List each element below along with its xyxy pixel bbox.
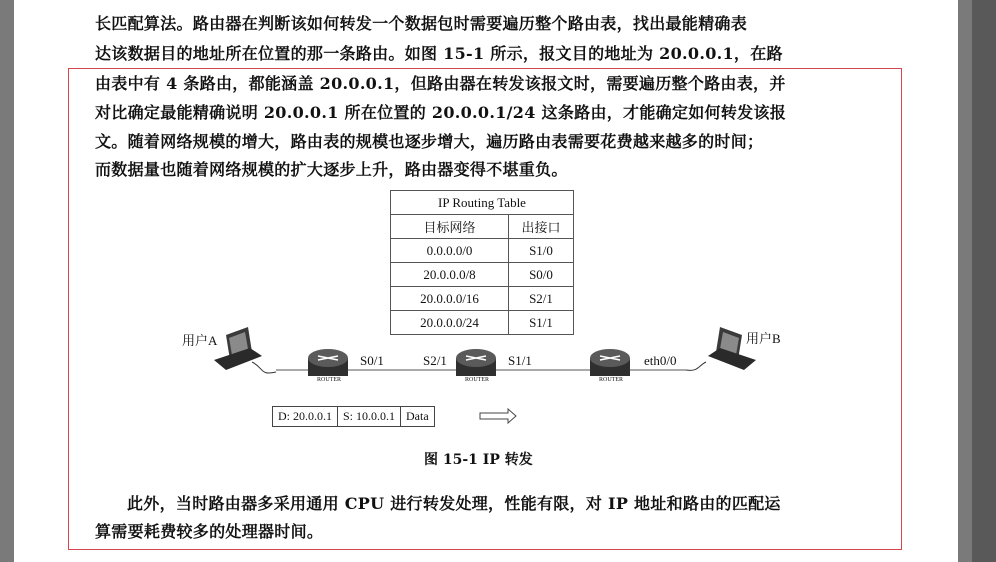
paragraph1-line: 由表中有 4 条路由，都能涵盖 20.0.0.1，但路由器在转发该报文时，需要遍历整个路由表，并 [95, 74, 786, 93]
forward-arrow-icon [480, 409, 516, 423]
routing-table-header: 出接口 [509, 215, 574, 239]
paragraph1-line: 而数据量也随着网络规模的扩大逐步上升，路由器变得不堪重负。 [95, 160, 568, 179]
router-caption: ROUTER [599, 377, 623, 383]
routing-table-cell: 20.0.0.0/16 [391, 287, 509, 311]
document-page [14, 0, 958, 562]
routing-table-cell: S2/1 [509, 287, 574, 311]
user-a-label: 用户A [182, 333, 218, 348]
router-caption: ROUTER [317, 377, 341, 383]
interface-label-s1-1: S1/1 [508, 353, 532, 368]
routing-table-cell: S1/0 [509, 239, 574, 263]
routing-table-header: 目标网络 [391, 215, 509, 239]
routing-table-cell: 0.0.0.0/0 [391, 239, 509, 263]
right-viewer-strip [958, 0, 972, 562]
routing-table-title: IP Routing Table [391, 191, 574, 215]
router-icon [456, 349, 496, 376]
paragraph1-line: 对比确定最能精确说明 20.0.0.1 所在位置的 20.0.0.1/24 这条路由，才能确定如何转发该报 [95, 103, 787, 122]
paragraph2-line: 算需要耗费较多的处理器时间。 [95, 522, 324, 541]
paragraph1-line: 达该数据目的地址所在位置的那一条路由。如图 15-1 所示，报文目的地址为 20.0.0.1，在路 [95, 44, 783, 63]
routing-table-cell: S1/1 [509, 311, 574, 335]
routing-table-cell: 20.0.0.0/24 [391, 311, 509, 335]
packet-source: S: 10.0.0.1 [338, 407, 401, 426]
packet-data: Data [406, 409, 429, 423]
network-diagram [14, 0, 958, 562]
routing-table-cell: 20.0.0.0/8 [391, 263, 509, 287]
left-viewer-strip [0, 0, 14, 562]
interface-label-s0-1: S0/1 [360, 353, 384, 368]
user-b-label: 用户B [746, 331, 781, 346]
packet-header [272, 406, 435, 427]
router-icon [590, 349, 630, 376]
packet-destination: D: 20.0.0.1 [273, 407, 338, 426]
interface-label-s2-1: S2/1 [423, 353, 447, 368]
paragraph2-line: 此外，当时路由器多采用通用 CPU 进行转发处理，性能有限，对 IP 地址和路由的匹配运 [127, 494, 781, 513]
paragraph1-line: 文。随着网络规模的增大，路由表的规模也逐步增大，遍历路由表需要花费越来越多的时间； [95, 132, 764, 151]
router-icon [308, 349, 348, 376]
routing-table-cell: S0/0 [509, 263, 574, 287]
figure-caption: 图 15-1 IP 转发 [424, 452, 533, 468]
interface-label-eth0-0: eth0/0 [644, 353, 677, 368]
computer-a-icon [214, 327, 276, 373]
paragraph1-line: 长匹配算法。路由器在判断该如何转发一个数据包时需要遍历整个路由表，找出最能精确表 [95, 14, 748, 33]
router-caption: ROUTER [465, 377, 489, 383]
